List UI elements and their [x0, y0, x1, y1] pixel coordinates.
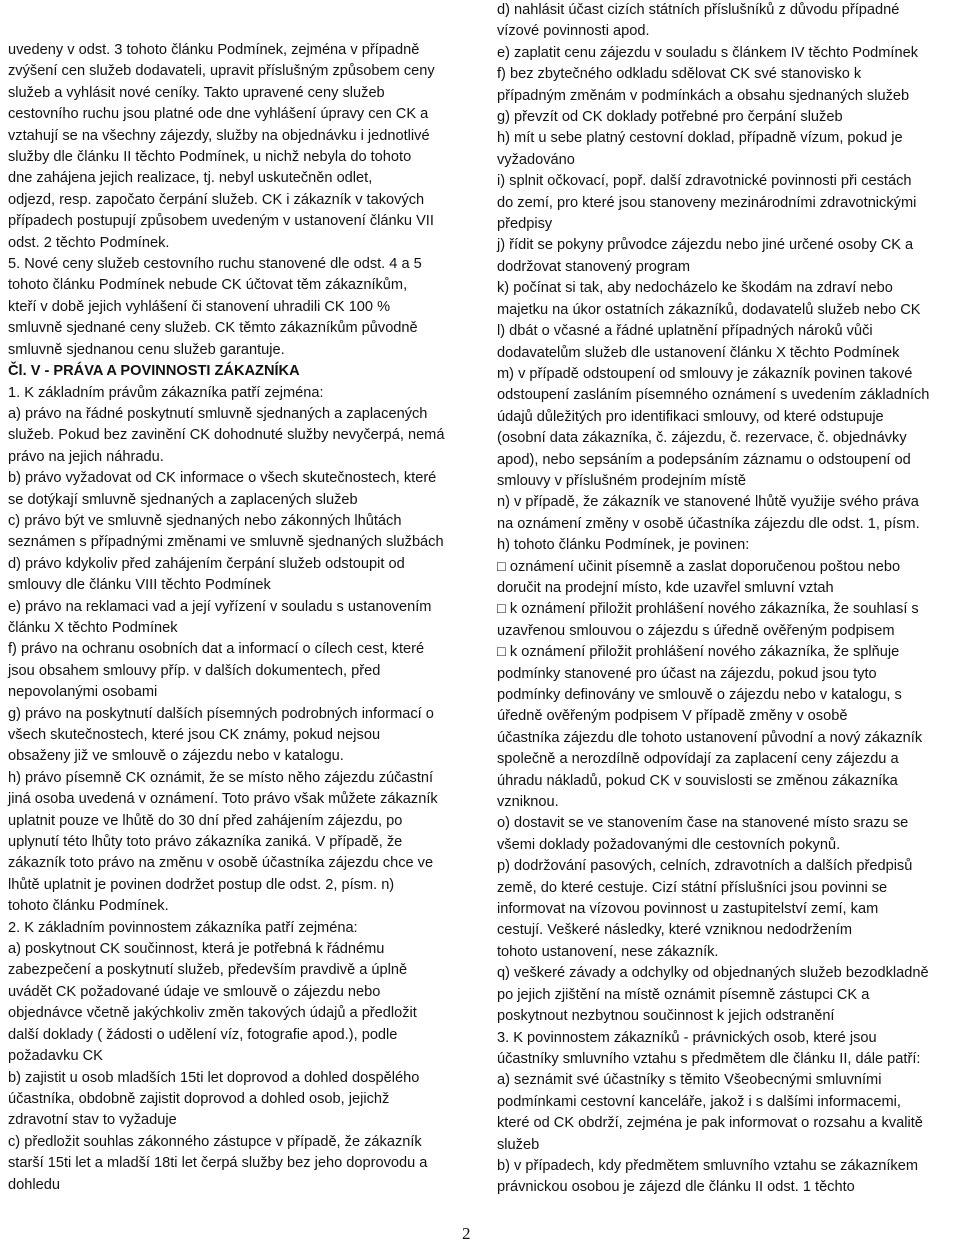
text-line: služeb. Pokud bez zavinění CK dohodnuté služby nevyčerpá, nemá	[8, 427, 445, 444]
text-line: lhůtě uplatnit je povinen dodržet postup dle odst. 2, písm. n)	[8, 876, 395, 893]
text-line: vztahují se na všechny zájezdy, služby na objednávku i jednotlivé	[8, 127, 430, 144]
text-line: □ k oznámení přiložit prohlášení nového zákazníka, že splňuje	[497, 644, 900, 661]
text-line: uvádět CK požadované údaje ve smlouvě o zájezdu nebo	[8, 983, 381, 1000]
text-line: i) splnit očkovací, popř. další zdravotnické povinnosti při cestách	[497, 173, 912, 190]
text-line: do zemí, pro které jsou stanoveny mezinárodními zdravotnickými	[497, 194, 917, 211]
text-line: předpisy	[497, 216, 553, 233]
text-line: vzniknou.	[497, 794, 559, 811]
text-line: služeb	[497, 1136, 540, 1153]
text-line: n) v případě, že zákazník ve stanovené lhůtě využije svého práva	[497, 494, 919, 511]
text-line: na oznámení změny v osobě účastníka zájezdu dle odst. 1, písm.	[497, 515, 920, 532]
text-line: a) právo na řádné poskytnutí smluvně sjednaných a zaplacených	[8, 405, 428, 422]
text-line: e) zaplatit cenu zájezdu v souladu s článkem IV těchto Podmínek	[497, 44, 919, 61]
text-line: a) poskytnout CK součinnost, která je potřebná k řádnému	[8, 941, 385, 958]
text-line: zabezpečení a poskytnutí služeb, především pravdivě a úplně	[8, 962, 408, 979]
text-line: k) počínat si tak, aby nedocházelo ke škodám na zdraví nebo	[497, 280, 893, 297]
text-line: d) nahlásit účast cizích státních příslušníků z důvodu případné	[497, 2, 900, 18]
text-line: tohoto ustanovení, nese zákazník.	[497, 943, 719, 960]
text-line: b) zajistit u osob mladších 15ti let doprovod a dohled dospělého	[8, 1069, 420, 1086]
text-line: jsou obsahem smlouvy příp. v dalších dokumentech, před	[8, 662, 381, 679]
text-line: údajů důležitých pro identifikaci smlouvy, od které odstupuje	[497, 408, 884, 425]
text-line: p) dodržování pasových, celních, zdravotních a dalších předpisů	[497, 858, 913, 875]
text-line: doručit na prodejní místo, kde uzavřel smluvní vztah	[497, 579, 834, 596]
text-line: podmínky stanovené pro účast na zájezdu, pokud jsou tyto	[497, 665, 877, 682]
text-line: (osobní data zákazníka, č. zájezdu, č. rezervace, č. objednávky	[497, 430, 907, 447]
text-line: j) řídit se pokyny průvodce zájezdu nebo jiné určené osoby CK a	[497, 237, 914, 254]
text-line: dodavatelům služeb dle ustanovení článku X těchto Podmínek	[497, 344, 900, 361]
text-line: zdravotní stav to vyžaduje	[8, 1112, 177, 1129]
text-line: které od CK obdrží, zejména je pak informovat o rozsahu a kvalitě	[497, 1115, 923, 1132]
text-line: o) dostavit se ve stanovením čase na stanovené místo srazu se	[497, 815, 909, 832]
text-line: □ oznámení učinit písemně a zaslat doporučenou poštou nebo	[497, 558, 901, 575]
text-line: cestovního ruchu jsou platné ode dne vyhlášení úpravy cen CK a	[8, 106, 429, 123]
right-text-column	[497, 0, 959, 1199]
text-line: článku X těchto Podmínek	[8, 619, 178, 636]
text-line: společně a nerozdílně odpovídají za zaplacení ceny zájezdu a	[497, 751, 899, 768]
text-line: vízové povinnosti apod.	[497, 23, 650, 40]
text-line: starší 15ti let a mladší 18ti let čerpá služby bez jeho doprovodu a	[8, 1155, 428, 1172]
text-line: b) v případech, kdy předmětem smluvního vztahu se zákazníkem	[497, 1157, 918, 1174]
text-line: účastníka, obdobně zajistit doprovod a dohled osob, jejichž	[8, 1090, 390, 1107]
text-line: f) bez zbytečného odkladu sdělovat CK své stanovisko k	[497, 66, 862, 83]
text-line: apod), nebo sepsáním a podepsáním záznamu o odstoupení od	[497, 451, 911, 468]
text-line: l) dbát o včasné a řádné uplatnění případných nároků vůči	[497, 323, 873, 340]
text-line: vyžadováno	[497, 151, 575, 168]
text-line: dohledu	[8, 1176, 60, 1193]
text-line: a) seznámit své účastníky s těmito Všeobecnými smluvními	[497, 1072, 882, 1089]
text-line: nepovolanými osobami	[8, 684, 158, 701]
text-line: podmínkami cestovní kanceláře, jakož i s dalšími informacemi,	[497, 1093, 901, 1110]
text-line: zákazník toto právo na změnu v osobě účastníka zájezdu chce ve	[8, 855, 434, 872]
text-line: tohoto článku Podmínek nebude CK účtovat těm zákazníkům,	[8, 277, 408, 294]
text-line: všech skutečnostech, které jsou CK známy, pokud nejsou	[8, 727, 381, 743]
text-line: d) právo kdykoliv před zahájením čerpání služeb odstoupit od	[8, 555, 405, 572]
text-line: informovat na vízovou povinnost u zastupitelství zemí, kam	[497, 901, 879, 918]
text-line: právo na jejich náhradu.	[8, 448, 164, 465]
text-line: kteří v době jejich vyhlášení či stanovení uhradili CK 100 %	[8, 298, 391, 315]
text-line: odstoupení zasláním písemného oznámení s uvedením základních	[497, 387, 930, 404]
text-line: g) právo na poskytnutí dalších písemných podrobných informací o	[8, 705, 434, 722]
text-line: smluvně sjednanou cenu služeb garantuje.	[8, 341, 285, 358]
text-line: objednávce včetně jakýchkoliv změn takových údajů a předložit	[8, 1005, 417, 1022]
text-line: služby dle článku II těchto Podmínek, u nichž nebyla do tohoto	[8, 149, 412, 166]
text-line: účastníka zájezdu dle tohoto ustanovení původní a nový zákazník	[497, 729, 923, 746]
text-line: seznámen s případnými změnami ve smluvně sjednaných službách	[8, 534, 444, 551]
text-line: dne zahájena jejich realizace, tj. nebyl uskutečněn odlet,	[8, 170, 373, 187]
text-line: smlouvy dle článku VIII těchto Podmínek	[8, 577, 271, 594]
text-line: cestují. Veškeré následky, které vzniknou nedodržením	[497, 922, 853, 939]
text-line: uplatnit pouze ve lhůtě do 30 dní před zahájením zájezdu, po	[8, 812, 403, 829]
text-line: případech postupují způsobem uvedeným v ustanovení článku VII	[8, 213, 434, 230]
page-number: 2	[462, 1224, 471, 1243]
text-line: poskytnout nezbytnou součinnost k jejich odstranění	[497, 1008, 835, 1025]
text-line: c) předložit souhlas zákonného zástupce v případě, že zákazník	[8, 1133, 422, 1150]
text-line: e) právo na reklamaci vad a její vyřízení v souladu s ustanovením	[8, 598, 432, 615]
text-line: služeb a vyhlásit nové ceníky. Takto upravené ceny služeb	[8, 84, 385, 101]
section-heading: Čl. V - PRÁVA A POVINNOSTI ZÁKAZNÍKA	[8, 363, 300, 380]
text-line: h) právo písemně CK oznámit, že se místo něho zájezdu zúčastní	[8, 769, 434, 786]
text-line: uvedeny v odst. 3 tohoto článku Podmínek, zejména v případně	[8, 42, 420, 58]
text-line: další doklady ( žádosti o udělení víz, fotografie apod.), podle	[8, 1026, 398, 1043]
text-line: úředně ověřeným podpisem V případě změny v osobě	[497, 708, 848, 725]
text-line: □ k oznámení přiložit prohlášení nového zákazníka, že souhlasí s	[497, 601, 919, 618]
text-line: podmínky definovány ve smlouvě o zájezdu nebo v katalogu, s	[497, 687, 902, 703]
text-line: právnickou osobou je zájezd dle článku II odst. 1 těchto	[497, 1179, 855, 1196]
text-line: 3. K povinnostem zákazníků - právnických osob, které jsou	[497, 1029, 877, 1046]
text-line: smluvně sjednané ceny služeb. CK těmto zákazníkům původně	[8, 320, 418, 337]
text-line: odjezd, resp. započato čerpání služeb. CK i zákazník v takových	[8, 191, 425, 208]
text-line: g) převzít od CK doklady potřebné pro čerpání služeb	[497, 109, 843, 126]
text-line: po jejich zjištění na místě oznámit písemně zástupci CK a	[497, 986, 870, 1003]
text-line: uplynutí této lhůty toto právo zákazníka zaniká. V případě, že	[8, 834, 403, 851]
text-line: f) právo na ochranu osobních dat a informací o cílech cest, které	[8, 641, 425, 658]
text-line: m) v případě odstoupení od smlouvy je zákazník povinen takové	[497, 365, 913, 382]
text-line: majetku na úkor ostatních zákazníků, dodavatelů služeb nebo CK	[497, 301, 921, 318]
text-line: uzavřenou smlouvou o zájezdu s úředně ověřeným podpisem	[497, 622, 895, 639]
text-line: 5. Nové ceny služeb cestovního ruchu stanovené dle odst. 4 a 5	[8, 256, 422, 273]
text-line: tohoto článku Podmínek.	[8, 898, 169, 915]
text-line: požadavku CK	[8, 1048, 103, 1065]
text-line: smlouvy v příslušném prodejním místě	[497, 472, 746, 489]
text-line: účastníky smluvního vztahu s předmětem dle článku II, dále patří:	[497, 1050, 921, 1067]
text-line: země, do které cestuje. Cizí státní příslušníci jsou povinni se	[497, 879, 888, 896]
text-line: h) mít u sebe platný cestovní doklad, případně vízum, pokud je	[497, 130, 903, 147]
text-line: se dotýkají smluvně sjednaných a zaplacených služeb	[8, 491, 358, 508]
text-line: b) právo vyžadovat od CK informace o všech skutečnostech, které	[8, 470, 437, 487]
text-line: h) tohoto článku Podmínek, je povinen:	[497, 537, 750, 554]
text-line: zvýšení cen služeb dodavateli, upravit příslušným způsobem ceny	[8, 63, 435, 80]
text-line: 2. K základním povinnostem zákazníka patří zejména:	[8, 919, 358, 936]
text-line: c) právo být ve smluvně sjednaných nebo zákonných lhůtách	[8, 512, 402, 529]
text-line: případným změnám v podmínkách a obsahu sjednaných služeb	[497, 87, 910, 104]
text-line: úhradu nákladů, pokud CK v souvislosti se změnou zákazníka	[497, 772, 898, 789]
left-text-column	[8, 0, 474, 1196]
text-line: obsaženy již ve smlouvě o zájezdu nebo v katalogu.	[8, 748, 344, 765]
text-line: dodržovat stanovený program	[497, 258, 691, 275]
text-line: jiná osoba uvedená v oznámení. Toto právo však můžete zákazník	[8, 791, 438, 808]
text-line: q) veškeré závady a odchylky od objednaných služeb bezodkladně	[497, 965, 929, 982]
text-line: všemi doklady požadovanými dle cestovních pokynů.	[497, 836, 841, 853]
text-line: 1. K základním právům zákazníka patří zejména:	[8, 384, 324, 401]
text-line: odst. 2 těchto Podmínek.	[8, 234, 170, 251]
